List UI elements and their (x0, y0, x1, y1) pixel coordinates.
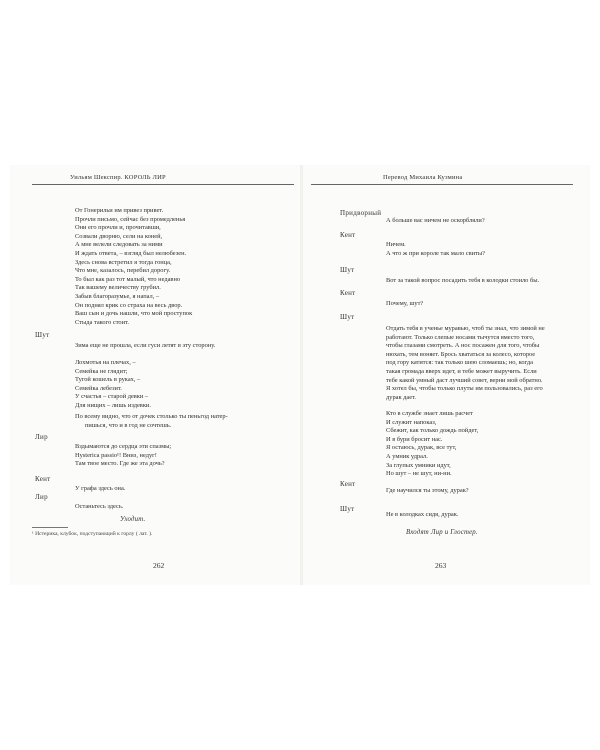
speech-line: У графа здесь она. (75, 485, 126, 492)
speaker-name: Шут (35, 331, 50, 339)
prose-block: Отдать тебя в ученье муравью, чтоб ты знал, что зимой не работают. Только слепые носами тычутся вместо того, чтобы глазами смотреть. А нос посажен для того, чтобы нюхать, тем воняет. Брось хвататься за колесо, которое под гору катится: так только шею сломаешь; но, когда такая громада вверх идет, и тебе может выручить. Если тебе какой умный даст лучший совет, верни мой обратно. Я хотел бы, чтобы только плуты им пользовались, раз его дурак дает. (386, 325, 545, 401)
running-header: Уильям Шекспир. КОРОЛЬ ЛИР (70, 174, 166, 181)
speaker-name: Придворный (340, 209, 382, 217)
right-page (303, 165, 590, 585)
page-number: 262 (153, 561, 165, 570)
speech-block: Ничем. А что ж при короле так мало свиты? (386, 241, 485, 257)
left-page (10, 165, 300, 585)
speech-line: Зима еще не прошла, если гуси летят в эту сторону. (75, 342, 216, 349)
speaker-name: Кент (340, 480, 356, 488)
verse-block: Лохмотья на плечах, – Семейка не глядит; Тугой кошель в руках, – Семейка лебезит. У счастья – старой девки – Для нищих – лишь издевки. (75, 359, 151, 409)
page-number: 263 (435, 561, 447, 570)
speaker-name: Кент (35, 475, 51, 483)
speaker-name: Лир (35, 433, 48, 441)
speaker-name: Шут (340, 313, 355, 321)
speaker-name: Шут (340, 505, 355, 513)
speaker-name: Лир (35, 493, 48, 501)
prose-block: По всему видно, что от дочек столько ты пеньгод натер- пишься, что и в год не сочтешь. (75, 413, 228, 429)
book-spread (10, 165, 590, 585)
speaker-name: Шут (340, 266, 355, 274)
verse-block: Кто в службе знает лишь расчет И служит напоказ, Сбежит, как только дождь пойдет, И в бури бросит нас. Я остаюсь, дурак, все тут, А умник удрал. За глупых умники идут, Но шут – не шут, ни-ни. (386, 410, 479, 478)
speech-line: Останьтесь здесь. (75, 503, 124, 510)
stage-direction: Уходит. (120, 516, 146, 523)
speech-block: Вздымаются до сердца эти спазмы; Hysterica passio¹! Вниз, недуг! Там твое место. Где же эта дочь? (75, 443, 172, 468)
speech-line: Не в колодках сидя, дурак. (386, 511, 459, 518)
speech-line: Где научился ты этому, дурак? (386, 487, 469, 494)
running-header: Перевод Михаила Кузмина (383, 174, 463, 181)
speech-line: А больше вас ничем не оскорбляли? (386, 217, 485, 224)
speaker-name: Кент (340, 231, 356, 239)
footnote: ¹ Истерика, клубок, подступающий к горлу ( лат. ). (32, 531, 153, 537)
speech-line: Вот за такой вопрос посадить тебя в колодки стоило бы. (386, 277, 540, 284)
speaker-name: Кент (340, 289, 356, 297)
header-rule (311, 184, 573, 185)
stage-direction: Входят Лир и Глостер. (406, 529, 478, 536)
speech-line: Почему, шут? (386, 300, 424, 307)
footnote-rule (32, 527, 68, 528)
header-rule (32, 184, 294, 185)
speech-block: От Гонерильи им привез привет. Прочли письмо, сейчас без промедленья Они его прочли и, прочитавши, Созвали дворню, сели на коней, А мне велели следовать за ними И ждать ответа, – взгляд был нелюбезен. Здесь снова встретил я тогда гонца, Что мне, казалось, перебил дорогу. То был как раз тот малый, что недавно Так вашему величеству грубил. Забыв благоразумье, я напал, – Он поднял крик со страха на весь двор. Ваш сын и дочь нашли, что мой проступок Стыда такого стоит. (75, 207, 193, 326)
